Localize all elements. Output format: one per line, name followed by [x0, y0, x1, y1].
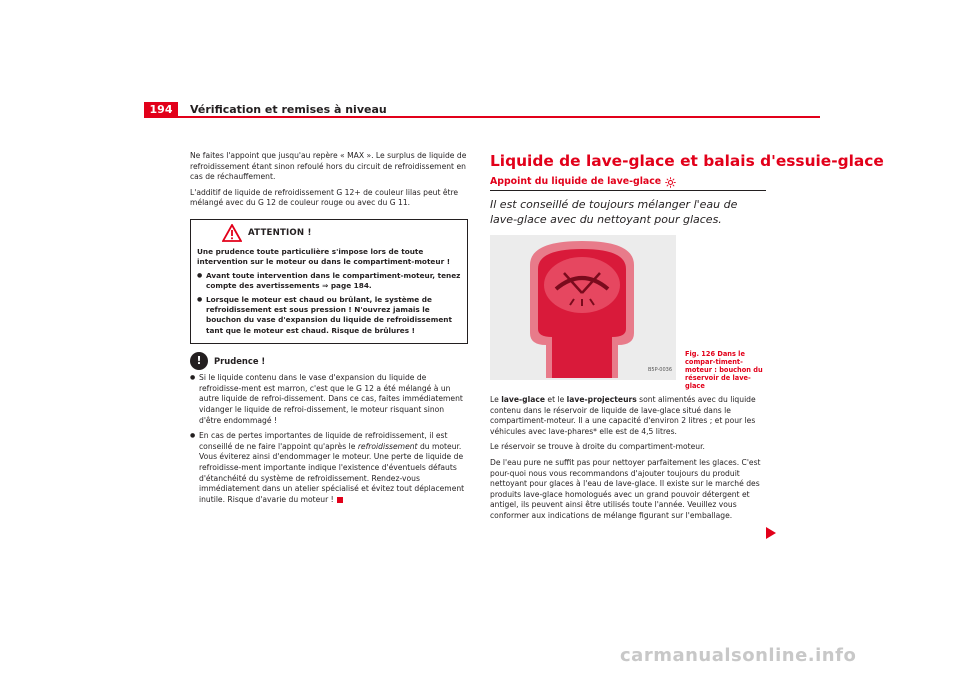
text-run: et le — [544, 395, 567, 404]
text-run: du moteur. Vous éviterez ainsi d'endommager le moteur. Une perte de liquide de refroidisse-ment importante indique l'existence d'éventuels défauts d'étanchéité du système de refroidissement. Rendez-vous immédiatement dans un atelier spécialisé et évitez tout déplacement inutile. Risque d'avarie du moteur ! — [199, 441, 465, 504]
sun-icon — [665, 177, 676, 188]
text-run: En cas de pertes importantes de liquide de refroidissement, il est conseillé de ne faire l'appoint qu'après le — [199, 431, 448, 451]
paragraph: Le réservoir se trouve à droite du compartiment-moteur. — [490, 442, 705, 452]
washer-reservoir-cap-illustration — [490, 235, 676, 380]
bold-text: lave-projecteurs — [566, 395, 637, 404]
next-page-arrow-icon — [766, 527, 776, 539]
subsection-heading: Appoint du liquide de lave-glace — [490, 176, 662, 188]
paragraph: L'additif de liquide de refroidissement G 12+ de couleur lilas peut être mélangé avec du G 12 de couleur rouge ou avec du G 11. — [190, 187, 459, 208]
figure-code: B5P-0036 — [647, 367, 672, 374]
figure — [490, 235, 766, 390]
intro-text: Il est conseillé de toujours mélanger l'eau de lave-glace avec du nettoyant pour glaces. — [490, 198, 738, 226]
page-number: 194 — [144, 102, 178, 118]
watermark: carmanualsonline.info — [620, 645, 857, 666]
text-run: Le — [490, 395, 502, 404]
header-title: Vérification et remises à niveau — [190, 103, 387, 116]
caution-heading — [190, 352, 468, 370]
paragraph: De l'eau pure ne suffit pas pour nettoyer parfaitement les glaces. C'est pour-quoi nous vous recommandons d'ajouter toujours du produit nettoyant pour glaces à l'eau de lave-glace. Il existe sur le marché des produits lave-glace homologués avec un grand pouvoir détergent et antigel, ils peuvent ainsi être utilisés toute l'année. Veuillez vous conformer aux indications de mélange figurant sur l'emballage. — [490, 457, 761, 520]
paragraph: Ne faites l'appoint que jusqu'au repère « MAX ». Le surplus de liquide de refroidissement étant sinon refoulé hors du circuit de refroidissement en cas de réchauffement. — [190, 151, 467, 182]
caution-bullet — [190, 431, 468, 505]
attention-heading — [222, 223, 462, 243]
figure-caption: Fig. 126 Dans le compar-timent-moteur : bouchon du réservoir de lave-glace — [685, 350, 763, 390]
exclamation-circle-icon: ! — [190, 352, 208, 370]
warning-triangle-icon — [222, 224, 242, 242]
subsection-heading-row — [490, 177, 766, 191]
figure-image — [490, 235, 676, 380]
right-column — [490, 151, 884, 527]
attention-box — [190, 219, 468, 344]
attention-bullet: ● Avant toute intervention dans le compartiment-moteur, tenez compte des avertissements ⇒ page 184. — [197, 271, 462, 292]
left-column — [190, 151, 468, 510]
attention-bullet: ● Lorsque le moteur est chaud ou brûlant, le système de refroidissement est sous pression ! N'ouvrez jamais le bouchon du vase d'expansion du liquide de refroidissement tant que le moteur est chaud. Risque de brûlures ! — [197, 295, 462, 337]
section-heading: Liquide de lave-glace et balais d'essuie-glace — [490, 152, 884, 170]
paragraph — [490, 395, 766, 437]
end-of-section-icon — [337, 497, 343, 503]
attention-text: Une prudence toute particulière s'impose lors de toute intervention sur le moteur ou dans le compartiment-moteur ! — [197, 246, 451, 267]
bold-text: lave-glace — [501, 395, 545, 404]
attention-title: ATTENTION ! — [248, 227, 312, 238]
italic-text: refroidissement — [357, 441, 418, 451]
text-run: sont alimentés avec du liquide contenu dans le réservoir de liquide de lave-glace situé dans le compartiment-moteur. Il a une capacité d'environ 2 litres ; et pour les véhicules avec lave-phares* elle est de 4,5 litres. — [490, 395, 756, 436]
caution-title: Prudence ! — [214, 355, 266, 366]
caution-bullet: ● Si le liquide contenu dans le vase d'expansion du liquide de refroidisse-ment est marron, c'est que le G 12 a été mélangé à un autre liquide de refroi-dissement. Dans ce cas, faites immédiatement vidanger le liquide de refroi-dissement, le moteur risquant sinon d'être endommagé ! — [190, 373, 468, 426]
